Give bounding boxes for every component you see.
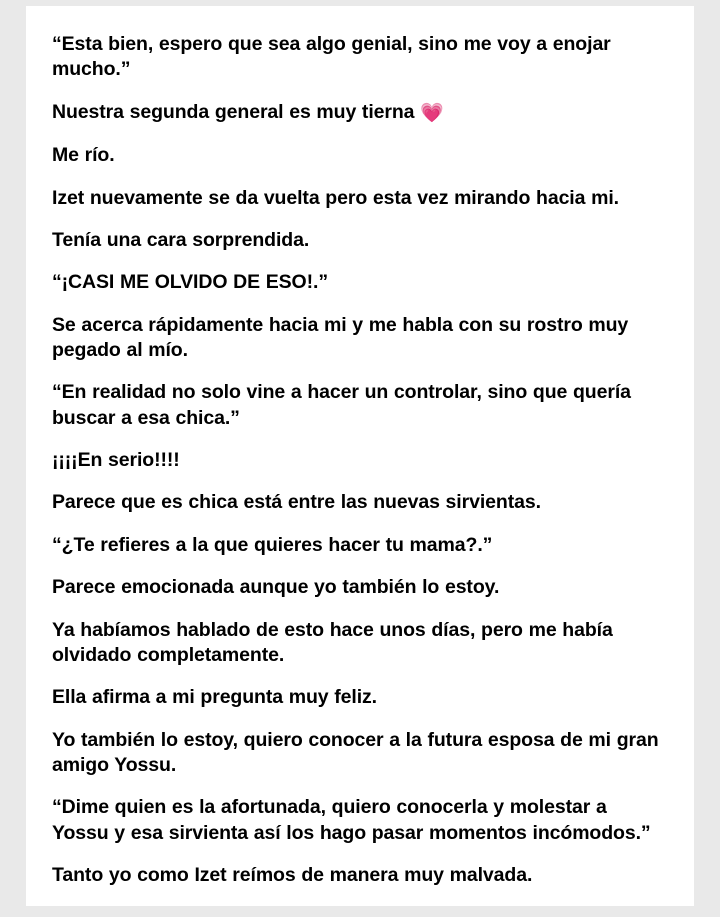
paragraph: Ella afirma a mi pregunta muy feliz. [52,686,377,709]
paragraph: “¡CASI ME OLVIDO DE ESO!.” [52,271,328,294]
paragraph [52,100,660,127]
paragraph: Parece emocionada aunque yo también lo estoy. [52,576,500,599]
document-body [52,32,660,888]
paragraph: Yo también lo estoy, quiero conocer a la futura esposa de mi gran amigo Yossu. [52,728,659,776]
paragraph: “En realidad no solo vine a hacer un controlar, sino que quería buscar a esa chica.” [52,381,631,429]
heart-icon: 💗 [420,102,444,124]
paragraph: Ya habíamos hablado de esto hace unos días, pero me había olvidado completamente. [52,618,613,666]
paragraph: Parece que es chica está entre las nuevas sirvientas. [52,491,541,514]
paragraph: “¿Te refieres a la que quieres hacer tu mama?.” [52,533,493,556]
paragraph: Me río. [52,144,115,167]
paragraph: Izet nuevamente se da vuelta pero esta vez mirando hacia mi. [52,186,619,209]
document-page [26,6,694,906]
paragraph: “Esta bien, espero que sea algo genial, sino me voy a enojar mucho.” [52,33,611,81]
paragraph-text: Nuestra segunda general es muy tierna [52,100,421,123]
paragraph: Tenía una cara sorprendida. [52,229,310,252]
paragraph: ¡¡¡¡En serio!!!! [52,449,180,472]
paragraph: “Dime quien es la afortunada, quiero conocerla y molestar a Yossu y esa sirvienta así los hago pasar momentos incómodos.” [52,796,651,844]
paragraph: Se acerca rápidamente hacia mi y me habla con su rostro muy pegado al mío. [52,313,629,362]
paragraph: Tanto yo como Izet reímos de manera muy malvada. [52,863,533,886]
